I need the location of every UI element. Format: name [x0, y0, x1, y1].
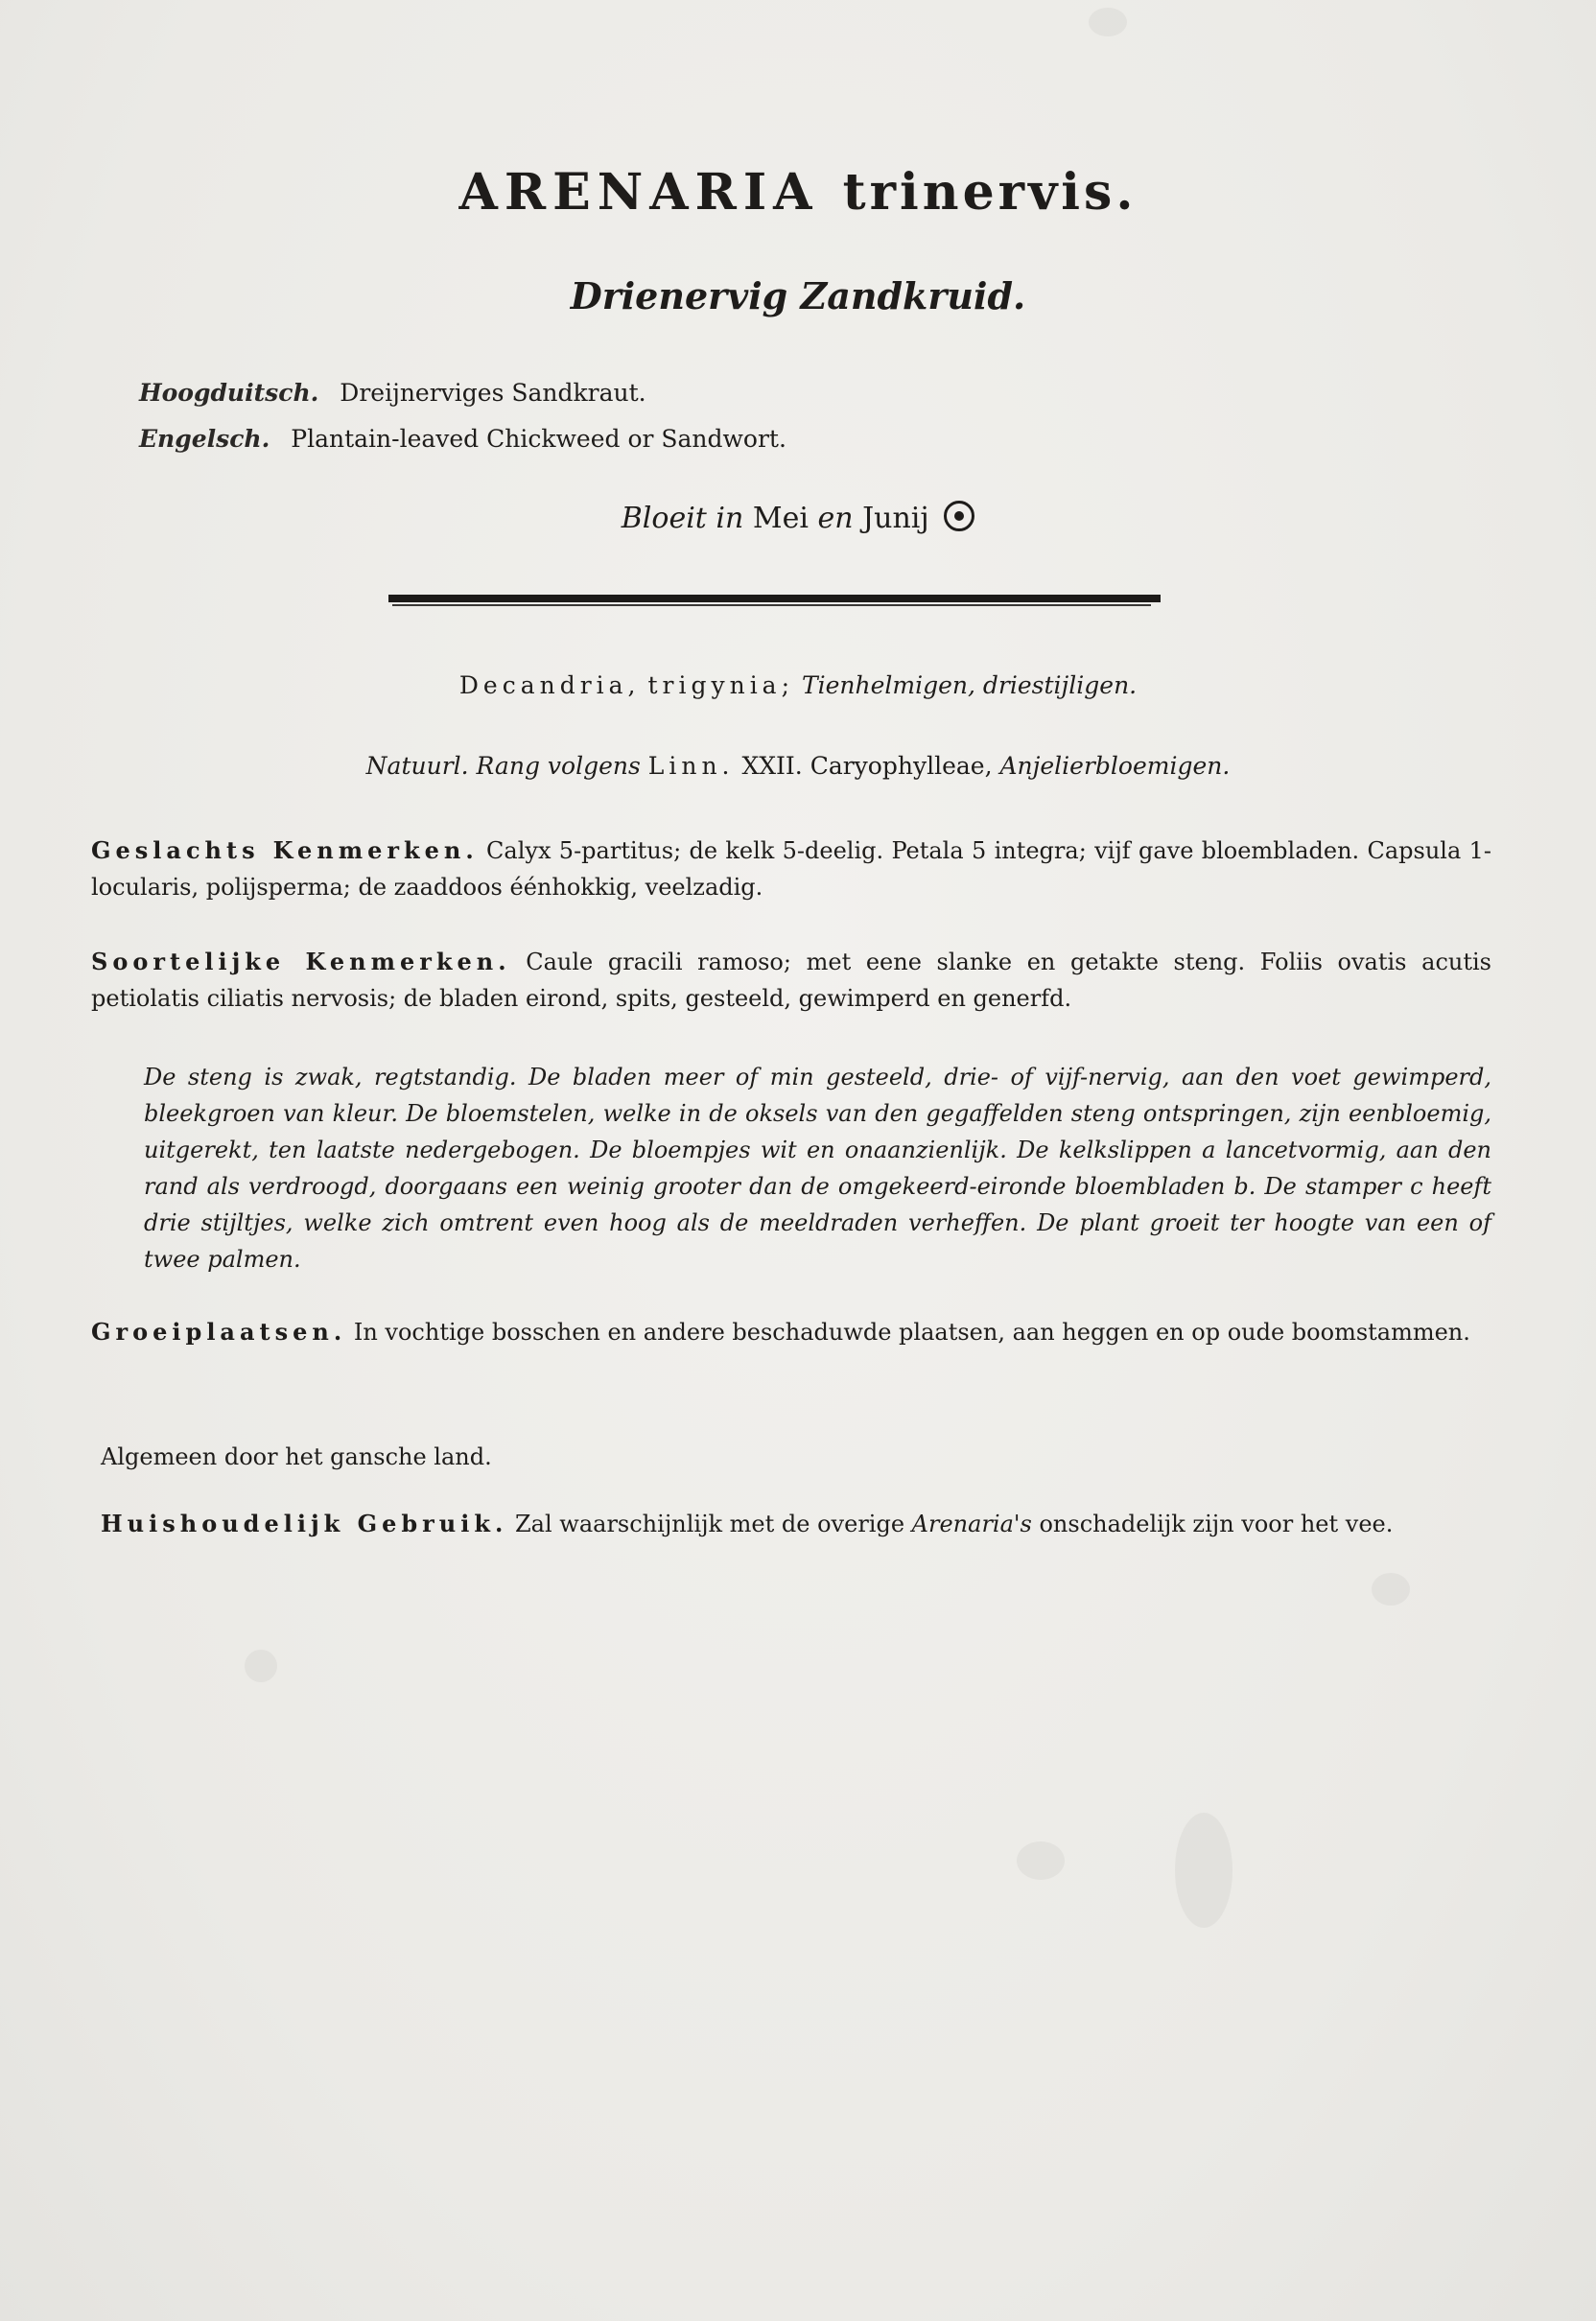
genus-name: ARENARIA [458, 163, 819, 222]
class-b: trigynia; [647, 671, 795, 699]
vernacular-name: Plantain-leaved Chickweed or Sandwort. [291, 425, 786, 453]
natural-order [0, 752, 1596, 780]
order-label: Natuurl. Rang volgens [365, 752, 641, 780]
paper-stain [1089, 8, 1127, 36]
flowering-time [0, 501, 1596, 535]
vernacular-language: Hoogduitsch. [139, 379, 319, 407]
section-heading: Geslachts Kenmerken. [91, 836, 479, 864]
paper-stain [1175, 1813, 1232, 1928]
description-paragraph: De steng is zwak, regtstandig. De bladen meer of min gesteeld, drie- of vijf-nervig, aan den voet gewimperd, bleekgroen van kleur. De bloemstelen, welke in de oksels van den gegaffelden steng ontspringen, zijn eenbloemig, uitgerekt, ten laatste nedergebogen. De bloempjes wit en onaanzienlijk. De kelkslippen a lancetvormig, aan den rand als verdroogd, doorgaans een weinig grooter dan de omgekeerd-eironde bloembladen b. De stamper c heeft drie stijltjes, welke zich omtrent even hoog als de meeldraden verheffen. De plant groeit ter hoogte van een of twee palmen. [144, 1064, 1491, 1273]
section-text: In vochtige bosschen en andere beschaduwde plaatsen, aan heggen en op oude boomstammen. [353, 1319, 1470, 1346]
section-text: onschadelijk zijn voor het vee. [1039, 1511, 1394, 1537]
habitat-paragraph [91, 1314, 1491, 1350]
genus-characters-paragraph [91, 832, 1491, 905]
flowering-month-2: Junij [862, 502, 929, 535]
flowering-month-1: Mei [752, 502, 809, 535]
order-author: Linn. [647, 752, 735, 780]
paper-stain [1017, 1841, 1065, 1880]
order-number: XXII. [741, 752, 803, 780]
vernacular-english [139, 425, 786, 453]
class-a: Decandria, [458, 671, 641, 699]
vernacular-name: Dreijnerviges Sandkraut. [340, 379, 646, 407]
section-heading: Huishoudelijk Gebruik. [101, 1510, 508, 1537]
order-dutch: Anjelierbloemigen. [999, 752, 1231, 780]
species-characters-paragraph [91, 944, 1491, 1017]
dutch-name: Drienervig Zandkruid. [570, 274, 1026, 317]
uses-paragraph [101, 1506, 1501, 1542]
paper-stain [1372, 1573, 1410, 1606]
genus-reference: Arenaria's [911, 1511, 1032, 1537]
section-heading: Groeiplaatsen. [91, 1318, 347, 1346]
annual-sun-symbol-icon [944, 501, 974, 531]
vernacular-language: Engelsch. [139, 425, 270, 453]
flowering-prefix: Bloeit [621, 502, 707, 535]
paper-stain [245, 1650, 277, 1682]
divider-rule [388, 595, 1161, 606]
section-heading: Soortelijke Kenmerken. [91, 948, 511, 975]
section-text: Caule gracili ramoso; met eene slanke en getakte steng. Foliis ovatis acutis petiolatis ciliatis nervosis; de bladen eirond, spits, gesteeld, gewimperd en generfd. [91, 949, 1491, 1012]
order-family: Caryophylleae, [810, 752, 993, 780]
species-epithet: trinervis. [842, 163, 1138, 222]
section-text: Calyx 5-partitus; de kelk 5-deelig. Petala 5 integra; vijf gave bloembladen. Capsula 1-locularis, polijsperma; de zaaddoos éénhokkig, veelzadig. [91, 837, 1491, 901]
page-title [0, 163, 1596, 222]
distribution-paragraph: Algemeen door het gansche land. [101, 1443, 492, 1470]
linnaean-class [0, 671, 1596, 699]
section-text: Zal waarschijnlijk met de overige [515, 1511, 905, 1537]
vernacular-german [139, 379, 646, 407]
class-dutch: Tienhelmigen, driestijligen. [801, 671, 1138, 699]
flowering-in: in [716, 502, 744, 535]
flowering-en: en [817, 502, 854, 535]
